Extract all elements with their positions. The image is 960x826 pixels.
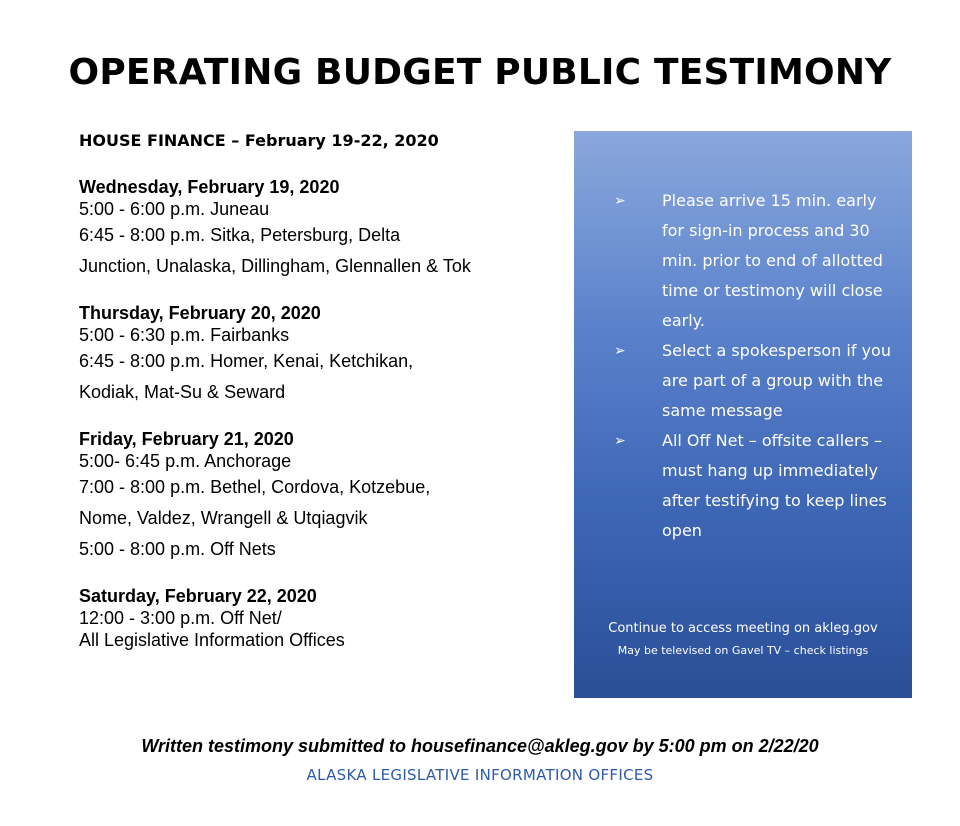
- committee-subtitle: HOUSE FINANCE – February 19-22, 2020: [79, 131, 439, 150]
- time-slot: 5:00 - 6:00 p.m. Juneau: [79, 199, 270, 219]
- access-note: Continue to access meeting on akleg.gov: [608, 621, 878, 636]
- time-slot: Junction, Unalaska, Dillingham, Glennallen & Tok: [79, 256, 471, 276]
- info-bullet: [614, 426, 892, 546]
- day-heading: Friday, February 21, 2020: [79, 429, 294, 449]
- bullet-text: All Off Net – offsite callers – must hang up immediately after testifying to keep lines open: [662, 431, 887, 540]
- day-wednesday: [79, 176, 569, 282]
- page-title: OPERATING BUDGET PUBLIC TESTIMONY: [68, 52, 892, 93]
- bullet-text: Please arrive 15 min. early for sign-in process and 30 min. prior to end of allotted time or testimony will close early.: [662, 191, 883, 330]
- bullet-text: Select a spokesperson if you are part of a group with the same message: [662, 341, 891, 420]
- info-panel: [574, 131, 912, 698]
- time-slot: 7:00 - 8:00 p.m. Bethel, Cordova, Kotzebue,: [79, 477, 431, 497]
- day-friday: [79, 428, 569, 565]
- time-slot: 6:45 - 8:00 p.m. Homer, Kenai, Ketchikan,: [79, 351, 414, 371]
- info-bullet: [614, 336, 892, 426]
- time-slot: 5:00 - 8:00 p.m. Off Nets: [79, 539, 276, 559]
- televised-note: May be televised on Gavel TV – check listings: [617, 644, 869, 657]
- organization-name: ALASKA LEGISLATIVE INFORMATION OFFICES: [306, 766, 654, 784]
- time-slot: 12:00 - 3:00 p.m. Off Net/: [79, 608, 282, 628]
- time-slot: 5:00 - 6:30 p.m. Fairbanks: [79, 325, 290, 345]
- arrow-bullet-icon: ➢: [614, 193, 626, 209]
- arrow-bullet-icon: ➢: [614, 433, 626, 449]
- time-slot: 5:00- 6:45 p.m. Anchorage: [79, 451, 292, 471]
- time-slot: Nome, Valdez, Wrangell & Utqiagvik: [79, 508, 368, 528]
- info-bullet: [614, 186, 892, 336]
- time-slot: Kodiak, Mat-Su & Seward: [79, 382, 286, 402]
- panel-footer: [574, 618, 912, 662]
- day-heading: Thursday, February 20, 2020: [79, 303, 321, 323]
- schedule: [79, 176, 569, 671]
- arrow-bullet-icon: ➢: [614, 343, 626, 359]
- day-heading: Wednesday, February 19, 2020: [79, 177, 340, 197]
- day-heading: Saturday, February 22, 2020: [79, 586, 317, 606]
- day-saturday: [79, 585, 569, 651]
- written-testimony-note: Written testimony submitted to housefinance@akleg.gov by 5:00 pm on 2/22/20: [141, 736, 819, 756]
- time-slot: 6:45 - 8:00 p.m. Sitka, Petersburg, Delta: [79, 225, 401, 245]
- time-slot: All Legislative Information Offices: [79, 630, 345, 650]
- day-thursday: [79, 302, 569, 408]
